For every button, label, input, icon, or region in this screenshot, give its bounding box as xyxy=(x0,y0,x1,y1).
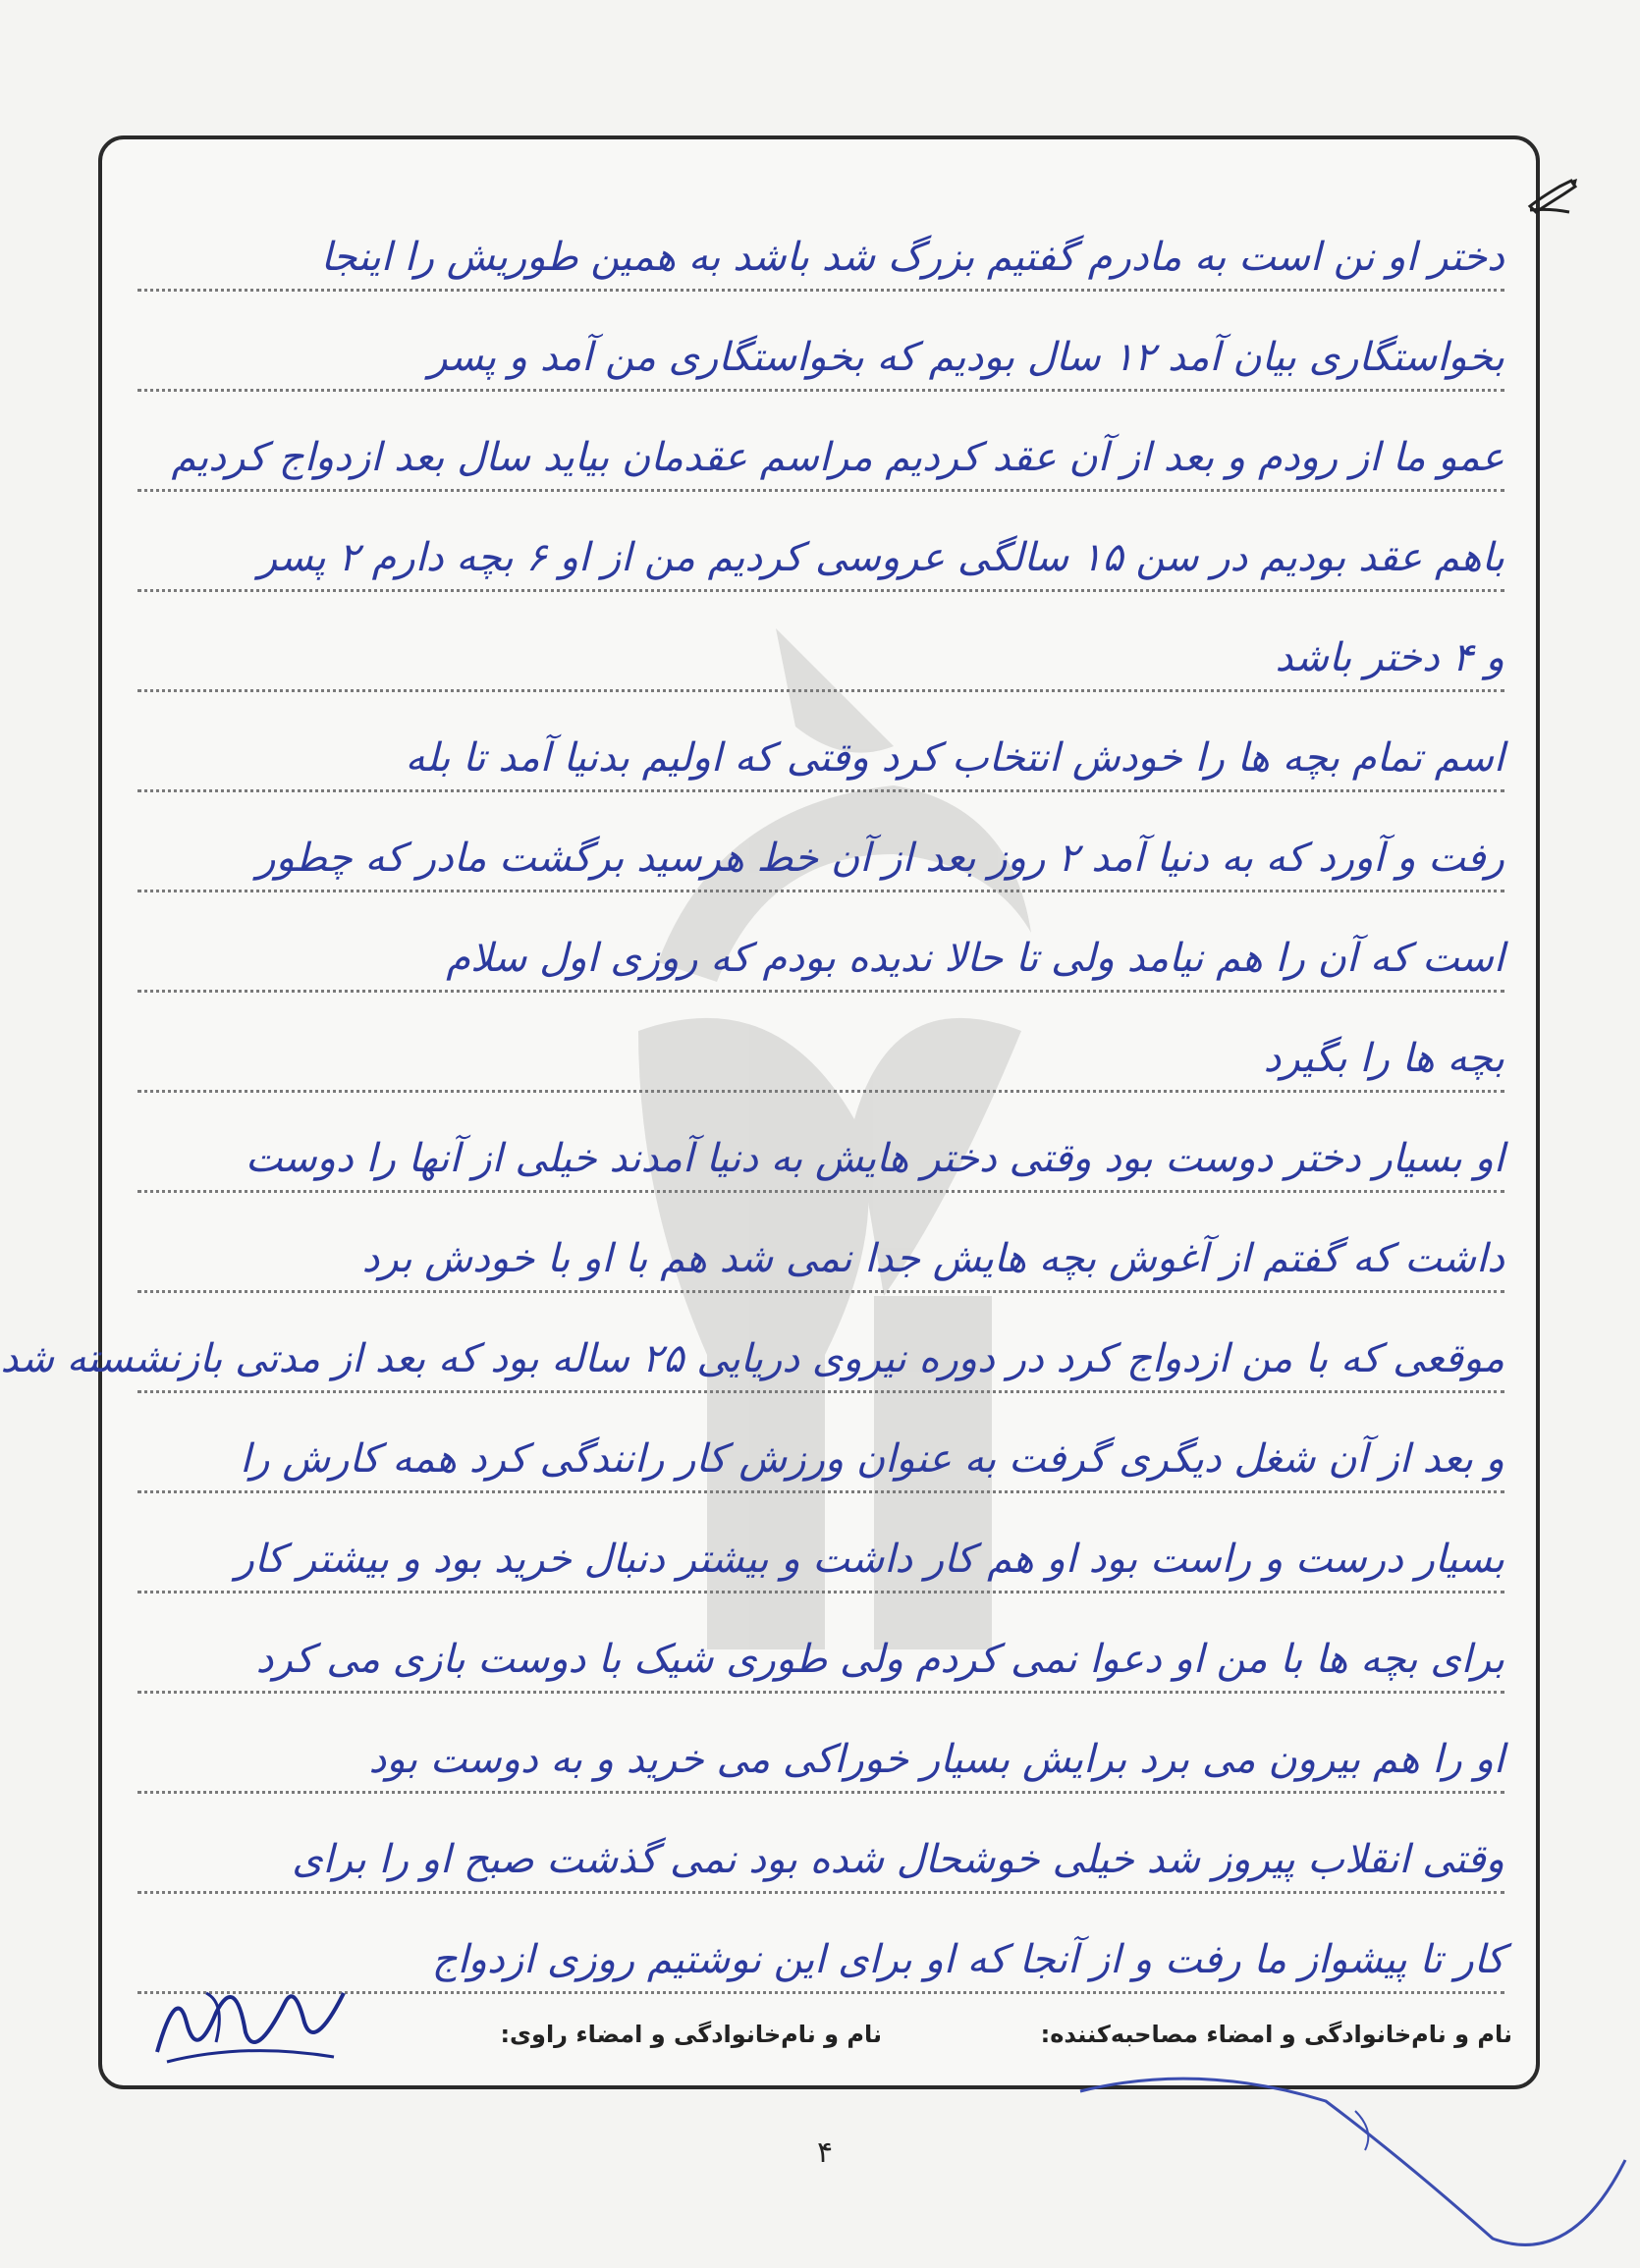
handwritten-text: اسم تمام بچه ها را خودش انتخاب کرد وقتی که اولیم بدنیا آمد تا بله xyxy=(405,735,1504,781)
text-line xyxy=(137,1393,1504,1493)
page-number: ۴ xyxy=(816,2135,834,2170)
pen-writing-icon xyxy=(1526,177,1581,216)
handwritten-lines xyxy=(0,191,1504,1994)
text-line xyxy=(137,592,1504,692)
handwritten-text: کار تا پیشواز ما رفت و از آنجا که او برای این نوشتیم روزی ازدواج xyxy=(431,1937,1504,1982)
handwritten-text: دختر او نن است به مادرم گفتیم بزرگ شد باشد به همین طوریش را اینجا xyxy=(320,235,1504,280)
text-line xyxy=(137,1193,1504,1293)
handwritten-text: باهم عقد بودیم در سن ۱۵ سالگی عروسی کردیم من از او ۶ بچه دارم ۲ پسر xyxy=(257,535,1504,580)
handwritten-text: وقتی انقلاب پیروز شد خیلی خوشحال شده بود نمی گذشت صبح او را برای xyxy=(292,1837,1504,1882)
text-line xyxy=(137,692,1504,792)
text-line xyxy=(137,1593,1504,1694)
handwritten-text: او را هم بیرون می برد برایش بسیار خوراکی می خرید و به دوست بود xyxy=(368,1737,1504,1782)
handwritten-text: او بسیار دختر دوست بود وقتی دختر هایش به دنیا آمدند خیلی از آنها را دوست xyxy=(245,1136,1504,1181)
handwritten-text: و بعد از آن شغل دیگری گرفت به عنوان ورزش کار رانندگی کرد همه کارش را xyxy=(240,1436,1504,1482)
handwritten-text: است که آن را هم نیامد ولی تا حالا ندیده بودم که روزی اول سلام xyxy=(446,936,1504,981)
handwritten-text: عمو ما از رودم و بعد از آن عقد کردیم مراسم عقدمان بیاید سال بعد ازدواج کردیم xyxy=(171,435,1504,480)
text-line xyxy=(0,1293,1504,1393)
handwritten-text: برای بچه ها با من او دعوا نمی کردم ولی طوری شیک با دوست بازی می کرد xyxy=(255,1637,1504,1682)
text-line xyxy=(137,1794,1504,1894)
pen-stroke-mark xyxy=(1080,2042,1630,2268)
text-line xyxy=(137,1093,1504,1193)
text-line xyxy=(137,392,1504,492)
text-line xyxy=(137,993,1504,1093)
handwritten-text: و ۴ دختر باشد xyxy=(1275,635,1504,680)
text-line xyxy=(137,792,1504,892)
narrator-signature-label: نام و نام‌خانوادگی و امضاء راوی: xyxy=(500,2021,882,2048)
text-line xyxy=(137,292,1504,392)
handwritten-text: بچه ها را بگیرد xyxy=(1263,1036,1504,1081)
handwritten-text: بسیار درست و راست بود او هم کار داشت و بیشتر دنبال خرید بود و بیشتر کار xyxy=(235,1537,1504,1582)
narrator-signature xyxy=(147,1964,354,2072)
handwritten-text: رفت و آورد که به دنیا آمد ۲ روز بعد از آن خط هرسید برگشت مادر که چطور xyxy=(256,836,1504,881)
handwritten-text: بخواستگاری بیان آمد ۱۲ سال بودیم که بخواستگاری من آمد و پسر xyxy=(428,335,1504,380)
text-line xyxy=(137,1493,1504,1593)
handwritten-text: داشت که گفتم از آغوش بچه هایش جدا نمی شد هم با او با خودش برد xyxy=(361,1236,1504,1281)
handwritten-text: موقعی که با من ازدواج کرد در دوره نیروی دریایی ۲۵ ساله بود که بعد از مدتی بازنشسته شد xyxy=(0,1336,1504,1381)
text-line xyxy=(137,1694,1504,1794)
text-line xyxy=(137,492,1504,592)
text-line xyxy=(137,892,1504,993)
text-line xyxy=(137,191,1504,292)
interviewer-signature-label: نام و نام‌خانوادگی و امضاء مصاحبه‌کننده: xyxy=(1040,2021,1512,2048)
